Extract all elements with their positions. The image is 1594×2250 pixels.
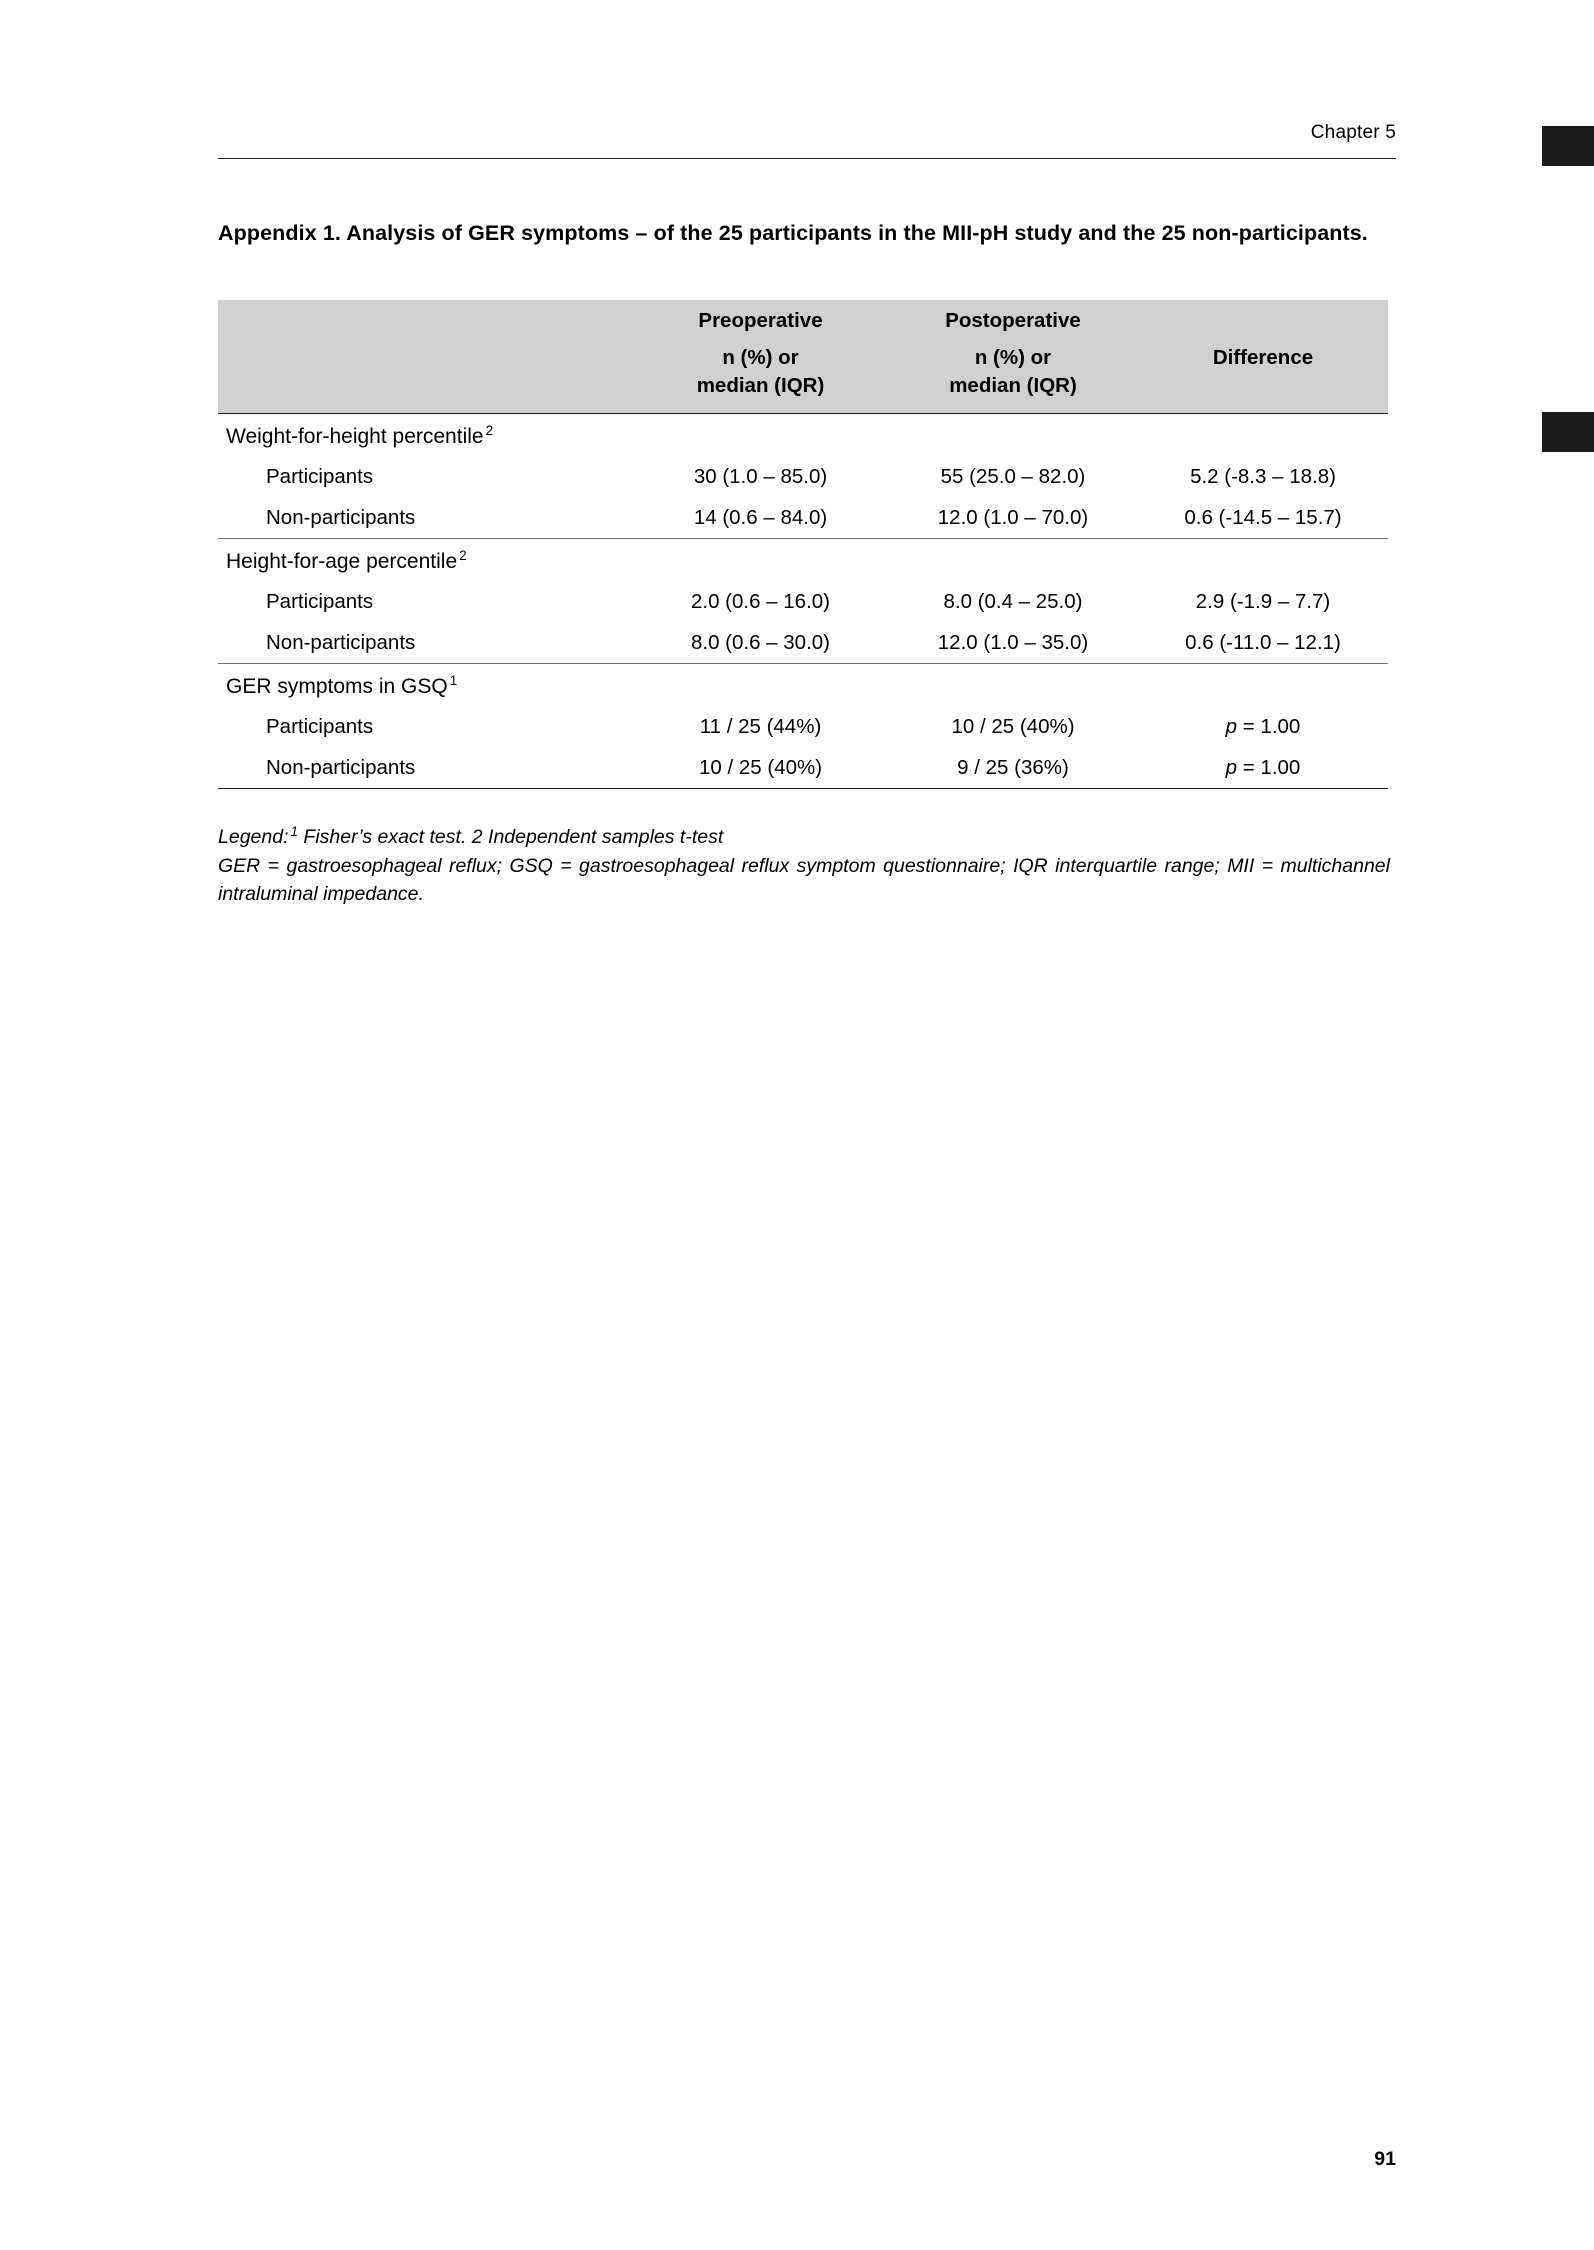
header-sub-cell-preoperative (633, 340, 888, 413)
table-row (218, 581, 1388, 622)
row-preoperative: 8.0 (0.6 – 30.0) (633, 622, 888, 664)
header-cell-postoperative: Postoperative (888, 300, 1138, 340)
running-head-text: Chapter 5 (1310, 122, 1396, 143)
header-cell-blank-2 (1138, 300, 1388, 340)
row-label: Participants (266, 714, 374, 738)
section-spacer-2 (888, 663, 1138, 706)
legend-footnote-marker: 1 (290, 823, 299, 839)
legend-line1-rest: Fisher’s exact test. 2 Independent samples t-test (298, 826, 724, 848)
p-value: = 1.00 (1237, 714, 1301, 738)
legend-prefix: Legend: (218, 826, 289, 848)
row-postoperative: 10 / 25 (40%) (951, 714, 1075, 738)
header-pre-line2: median (IQR) (696, 374, 825, 398)
section-label-text: Weight-for-height percentile (226, 424, 484, 448)
running-head (218, 122, 1396, 162)
row-preoperative: 2.0 (0.6 – 16.0) (690, 589, 831, 613)
row-label: Non-participants (218, 497, 633, 539)
row-postoperative: 55 (25.0 – 82.0) (940, 464, 1086, 488)
legend-line-2: GER = gastroesophageal reflux; GSQ = gastroesophageal reflux symptom questionnaire; IQR interquartile range; MII = multichannel intraluminal impedance. (218, 854, 1390, 906)
row-difference: 0.6 (-14.5 – 15.7) (1138, 497, 1388, 539)
section-label-height-for-age (218, 538, 633, 581)
row-difference (1138, 747, 1388, 789)
row-difference (1138, 706, 1388, 747)
section-footnote-marker: 2 (485, 422, 494, 438)
table-row (218, 747, 1388, 789)
header-cell-blank (218, 300, 633, 340)
table-row (218, 706, 1388, 747)
header-post-line2: median (IQR) (949, 374, 1077, 398)
table-header-row-top (218, 300, 1388, 340)
row-postoperative: 12.0 (1.0 – 70.0) (888, 497, 1138, 539)
section-spacer-3 (1138, 413, 1388, 456)
row-label: Non-participants (218, 747, 633, 789)
row-preoperative: 14 (0.6 – 84.0) (633, 497, 888, 539)
section-spacer-2 (888, 413, 1138, 456)
table-section-row (218, 413, 1388, 456)
section-spacer-1 (633, 413, 888, 456)
section-spacer-2 (888, 538, 1138, 581)
appendix-table (218, 300, 1388, 789)
section-spacer-1 (633, 663, 888, 706)
table-section-row (218, 538, 1388, 581)
table-row (218, 497, 1388, 539)
section-spacer-3 (1138, 663, 1388, 706)
header-sub-cell-blank (218, 340, 633, 413)
table-row (218, 456, 1388, 497)
row-difference: 5.2 (-8.3 – 18.8) (1190, 464, 1336, 488)
header-pre-line1: n (%) or (722, 346, 799, 369)
row-label: Non-participants (218, 622, 633, 664)
header-post-line1: n (%) or (974, 346, 1052, 369)
row-preoperative: 11 / 25 (44%) (699, 714, 822, 738)
section-footnote-marker: 1 (449, 672, 458, 688)
header-sub-cell-postoperative (888, 340, 1138, 413)
row-difference: 0.6 (-11.0 – 12.1) (1138, 622, 1388, 664)
header-rule (218, 158, 1396, 159)
row-preoperative: 30 (1.0 – 85.0) (693, 464, 828, 488)
thumb-mark-top (1542, 126, 1594, 166)
p-symbol: p (1225, 714, 1238, 738)
appendix-title: Appendix 1. Analysis of GER symptoms – of the 25 participants in the MII-pH study and the 25 non-participants. (218, 221, 1368, 245)
p-symbol: p (1225, 755, 1238, 779)
table-row (218, 622, 1388, 664)
page-number: 91 (1374, 2148, 1396, 2170)
table-legend (218, 823, 1390, 909)
thumb-mark-second (1542, 412, 1594, 452)
section-label-text: Height-for-age percentile (226, 549, 458, 573)
section-spacer-3 (1138, 538, 1388, 581)
row-preoperative: 10 / 25 (40%) (633, 747, 888, 789)
table-header-row-sub (218, 340, 1388, 413)
section-label-text: GER symptoms in GSQ (226, 674, 448, 698)
section-label-ger-symptoms (218, 663, 633, 706)
row-postoperative: 8.0 (0.4 – 25.0) (943, 589, 1083, 613)
table-section-row (218, 663, 1388, 706)
row-difference: 2.9 (-1.9 – 7.7) (1195, 589, 1331, 613)
appendix-table-container (218, 300, 1388, 789)
section-spacer-1 (633, 538, 888, 581)
legend-line-1 (218, 823, 1390, 852)
row-label: Participants (266, 589, 374, 613)
section-label-weight-for-height (218, 413, 633, 456)
header-sub-cell-difference: Difference (1138, 340, 1388, 413)
p-value: = 1.00 (1237, 755, 1301, 779)
section-footnote-marker: 2 (459, 547, 467, 563)
header-cell-preoperative: Preoperative (633, 300, 888, 340)
row-postoperative: 9 / 25 (36%) (888, 747, 1138, 789)
row-label: Participants (266, 464, 374, 488)
row-postoperative: 12.0 (1.0 – 35.0) (888, 622, 1138, 664)
